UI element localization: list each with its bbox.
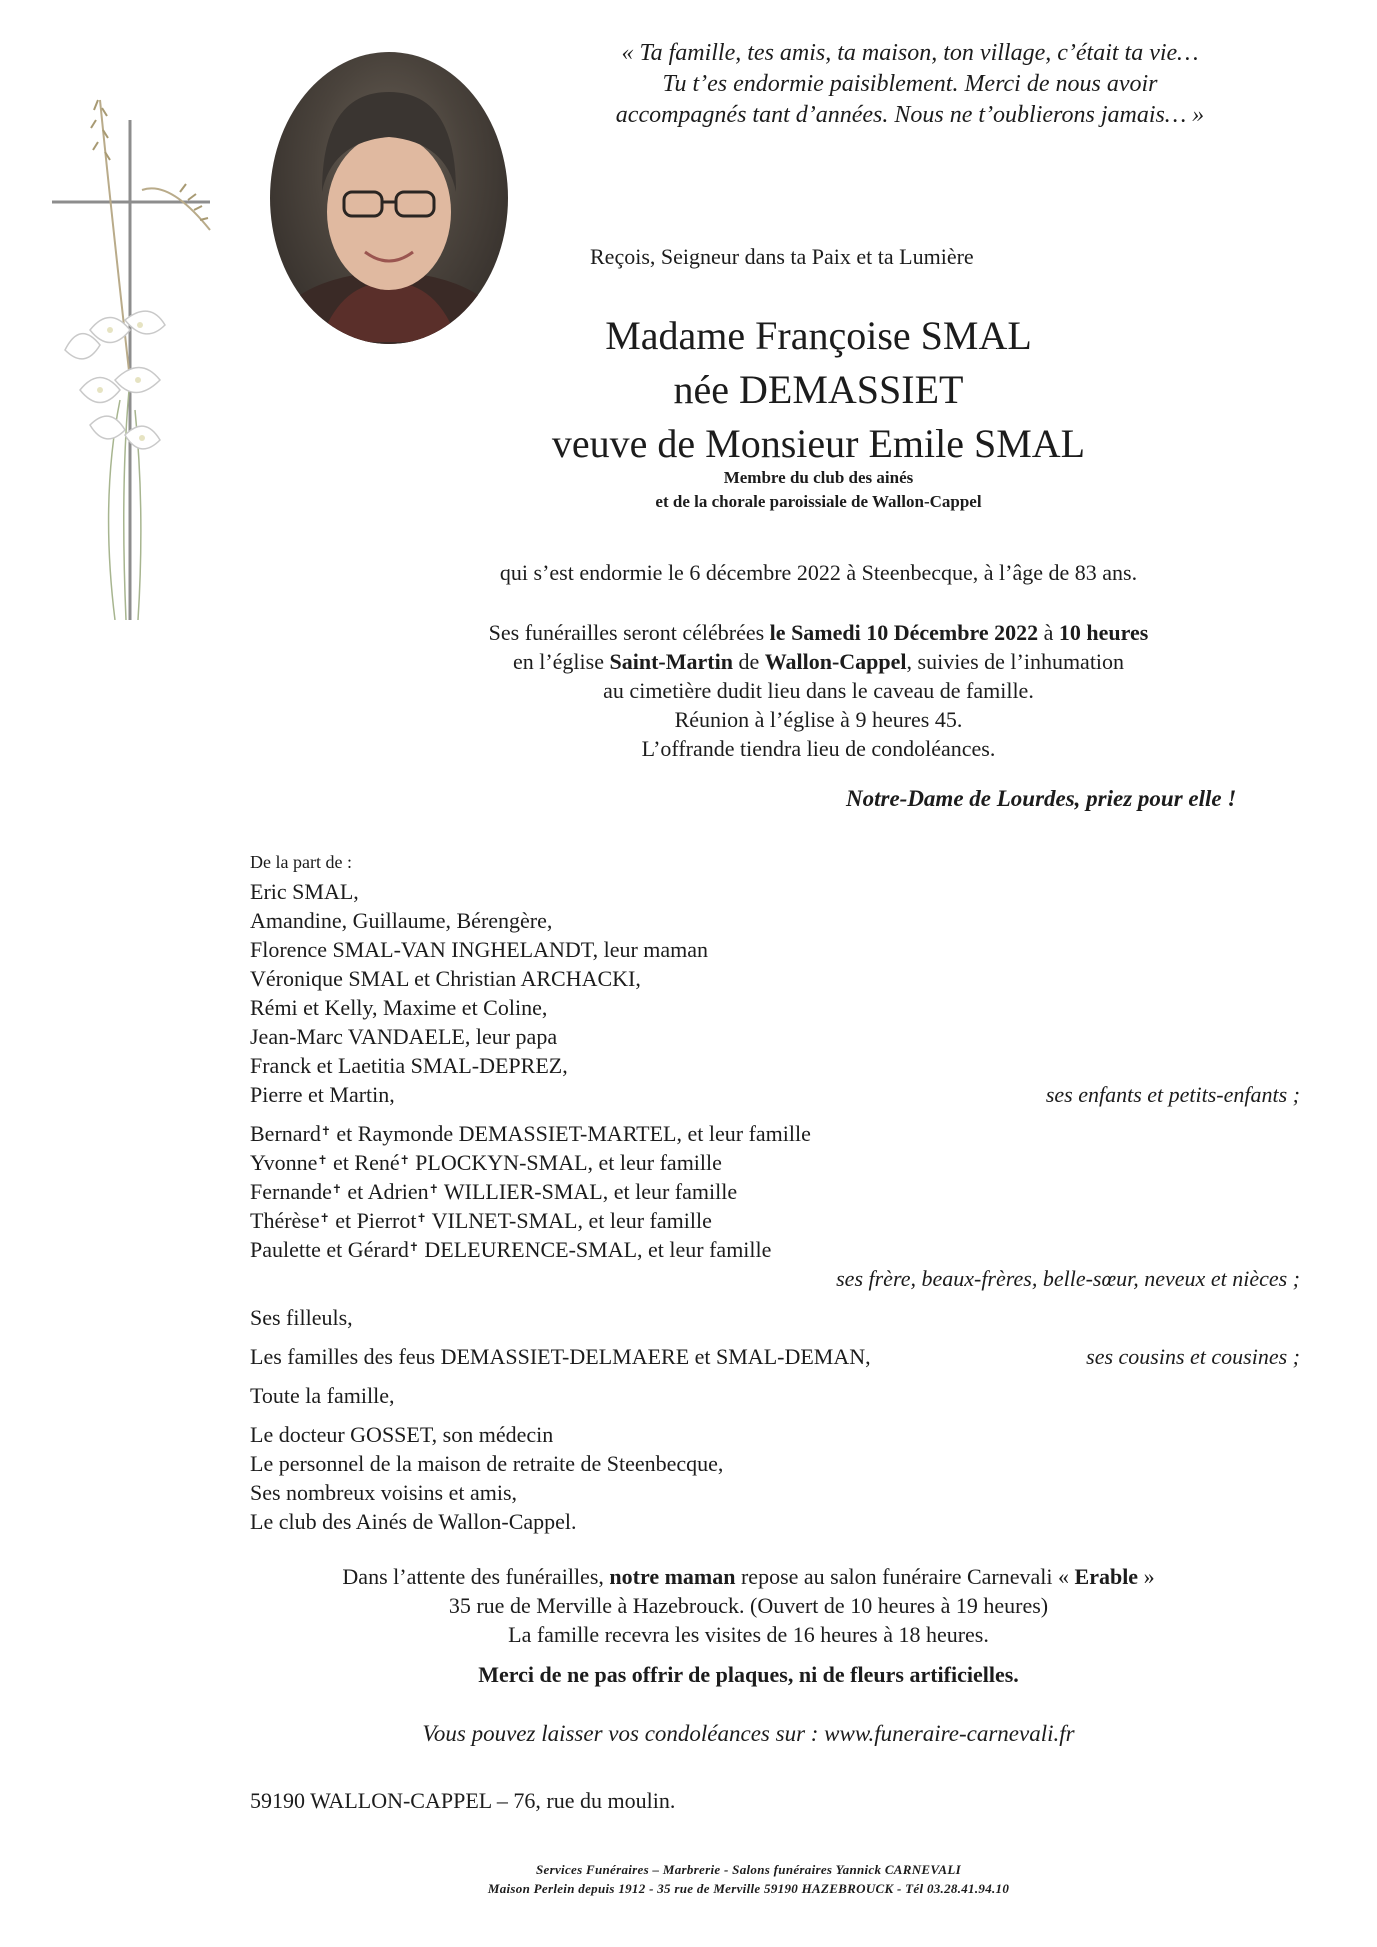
widow-of: veuve de Monsieur Emile SMAL — [551, 421, 1086, 466]
salon-name: Erable — [1074, 1564, 1139, 1589]
funeral-line-3: au cimetière dudit lieu dans le caveau de famille. — [603, 678, 1034, 703]
funeral-town: Wallon-Cappel — [764, 649, 907, 674]
membership-info — [0, 466, 1377, 514]
funeral-text: de — [732, 649, 765, 674]
deceased-cross-icon: ✝ — [319, 1211, 330, 1225]
funeral-services-footer — [0, 1860, 1377, 1898]
family-child-last — [250, 1080, 1300, 1109]
membership-line-2: et de la chorale paroissiale de Wallon-Cappel — [655, 492, 982, 511]
sibling-row — [250, 1177, 1300, 1206]
other-mourner: Le personnel de la maison de retraite de Steenbecque, — [250, 1451, 724, 1476]
deceased-cross-icon: ✝ — [416, 1211, 427, 1225]
deceased-cross-icon: ✝ — [317, 1153, 328, 1167]
sibling-name: Fernande — [250, 1179, 332, 1204]
children-label: ses enfants et petits-enfants ; — [1045, 1082, 1300, 1107]
no-plaques-notice: Merci de ne pas offrir de plaques, ni de fleurs artificielles. — [478, 1662, 1019, 1687]
funeral-text: à — [1038, 620, 1059, 645]
family-address: 59190 WALLON-CAPPEL – 76, rue du moulin. — [250, 1788, 676, 1813]
expo-text: » — [1138, 1564, 1155, 1589]
siblings-label: ses frère, beaux-frères, belle-sœur, neveux et nièces ; — [836, 1266, 1300, 1291]
sibling-name: Paulette et Gérard — [250, 1237, 409, 1262]
godchildren: Ses filleuls, — [250, 1305, 353, 1330]
other-mourner: Le docteur GOSSET, son médecin — [250, 1422, 554, 1447]
sibling-row — [250, 1119, 1300, 1148]
funeral-date: Samedi 10 Décembre 2022 — [791, 620, 1039, 645]
deceased-name: Madame Françoise SMAL — [605, 313, 1032, 358]
quote-line-2: Tu t’es endormie paisiblement. Merci de nous avoir — [662, 71, 1158, 97]
footer-line-2: Maison Perlein depuis 1912 - 35 rue de Merville 59190 HAZEBROUCK - Tél 03.28.41.94.10 — [487, 1881, 1010, 1896]
expo-text-bold: notre maman — [609, 1564, 736, 1589]
cousins-label: ses cousins et cousines ; — [1086, 1344, 1300, 1369]
condolences-website: Vous pouvez laisser vos condoléances sur : www.funeraire-carnevali.fr — [422, 1721, 1075, 1746]
expo-line-1 — [120, 1562, 1377, 1591]
sibling-text: et Pierrot — [329, 1208, 417, 1233]
sibling-text: et René — [327, 1150, 400, 1175]
family-child: Véronique SMAL et Christian ARCHACKI, — [250, 966, 641, 991]
deceased-cross-icon: ✝ — [320, 1124, 331, 1138]
funeral-text: , suivies de l’inhumation — [906, 649, 1125, 674]
funeral-church: Saint-Martin — [609, 649, 733, 674]
funeral-line-4: Réunion à l’église à 9 heures 45. — [674, 707, 963, 732]
epitaph-quote — [560, 38, 1260, 131]
deceased-cross-icon: ✝ — [408, 1240, 419, 1254]
expo-line-3: La famille recevra les visites de 16 heures à 18 heures. — [508, 1622, 989, 1647]
funeral-line-5: L’offrande tiendra lieu de condoléances. — [641, 736, 996, 761]
maiden-name: née DEMASSIET — [673, 367, 964, 412]
whole-family: Toute la famille, — [250, 1383, 395, 1408]
deceased-cross-icon: ✝ — [399, 1153, 410, 1167]
sibling-name: Bernard — [250, 1121, 321, 1146]
portrait-photo — [270, 52, 508, 344]
prayer-intro: Reçois, Seigneur dans ta Paix et ta Lumière — [590, 244, 974, 269]
funeral-text: Ses funérailles seront célébrées — [488, 620, 770, 645]
sibling-text: VILNET-SMAL, et leur famille — [426, 1208, 712, 1233]
family-child: Eric SMAL, — [250, 879, 359, 904]
siblings-label-row — [250, 1264, 1300, 1293]
expo-line-2: 35 rue de Merville à Hazebrouck. (Ouvert de 10 heures à 19 heures) — [448, 1593, 1049, 1618]
expo-text: Dans l’attente des funérailles, — [342, 1564, 610, 1589]
expo-text: repose au salon funéraire Carnevali « — [735, 1564, 1075, 1589]
funeral-text-bold: le — [769, 620, 792, 645]
family-child: Franck et Laetitia SMAL-DEPREZ, — [250, 1053, 568, 1078]
family-child: Pierre et Martin, — [250, 1082, 395, 1107]
closing-prayer: Notre-Dame de Lourdes, priez pour elle ! — [846, 786, 1237, 811]
sibling-row — [250, 1235, 1300, 1264]
funeral-home-info — [0, 1562, 1377, 1649]
sibling-text: WILLIER-SMAL, et leur famille — [438, 1179, 738, 1204]
sibling-name: Thérèse — [250, 1208, 320, 1233]
quote-line-3: accompagnés tant d’années. Nous ne t’oublierons jamais… » — [615, 102, 1205, 128]
other-mourner: Le club des Ainés de Wallon-Cappel. — [250, 1509, 577, 1534]
sibling-text: et Adrien — [341, 1179, 429, 1204]
family-child: Florence SMAL-VAN INGHELANDT, leur maman — [250, 937, 709, 962]
funeral-time: 10 heures — [1058, 620, 1149, 645]
family-child: Rémi et Kelly, Maxime et Coline, — [250, 995, 548, 1020]
family-child: Jean-Marc VANDAELE, leur papa — [250, 1024, 558, 1049]
other-mourner: Ses nombreux voisins et amis, — [250, 1480, 518, 1505]
funeral-line-2 — [260, 647, 1377, 676]
sibling-row — [250, 1148, 1300, 1177]
sibling-text: PLOCKYN-SMAL, et leur famille — [409, 1150, 722, 1175]
deceased-cross-icon: ✝ — [331, 1182, 342, 1196]
funeral-line-1 — [260, 618, 1377, 647]
footer-line-1: Services Funéraires – Marbrerie - Salons funéraires Yannick CARNEVALI — [536, 1862, 961, 1877]
cousins-text: Les familles des feus DEMASSIET-DELMAERE et SMAL-DEMAN, — [250, 1344, 871, 1369]
sibling-text: DELEURENCE-SMAL, et leur famille — [418, 1237, 772, 1262]
family-intro: De la part de : — [250, 852, 352, 872]
membership-line-1: Membre du club des ainés — [723, 468, 914, 487]
deceased-cross-icon: ✝ — [428, 1182, 439, 1196]
family-child: Amandine, Guillaume, Bérengère, — [250, 908, 553, 933]
family-list — [250, 848, 1300, 1536]
sibling-row — [250, 1206, 1300, 1235]
sibling-text: et Raymonde DEMASSIET-MARTEL, et leur famille — [330, 1121, 811, 1146]
cousins-row — [250, 1342, 1300, 1371]
sibling-name: Yvonne — [250, 1150, 318, 1175]
funeral-details — [0, 618, 1377, 763]
quote-line-1: « Ta famille, tes amis, ta maison, ton village, c’était ta vie… — [621, 40, 1199, 66]
death-statement: qui s’est endormie le 6 décembre 2022 à Steenbecque, à l’âge de 83 ans. — [499, 560, 1138, 585]
funeral-text: en l’église — [512, 649, 610, 674]
